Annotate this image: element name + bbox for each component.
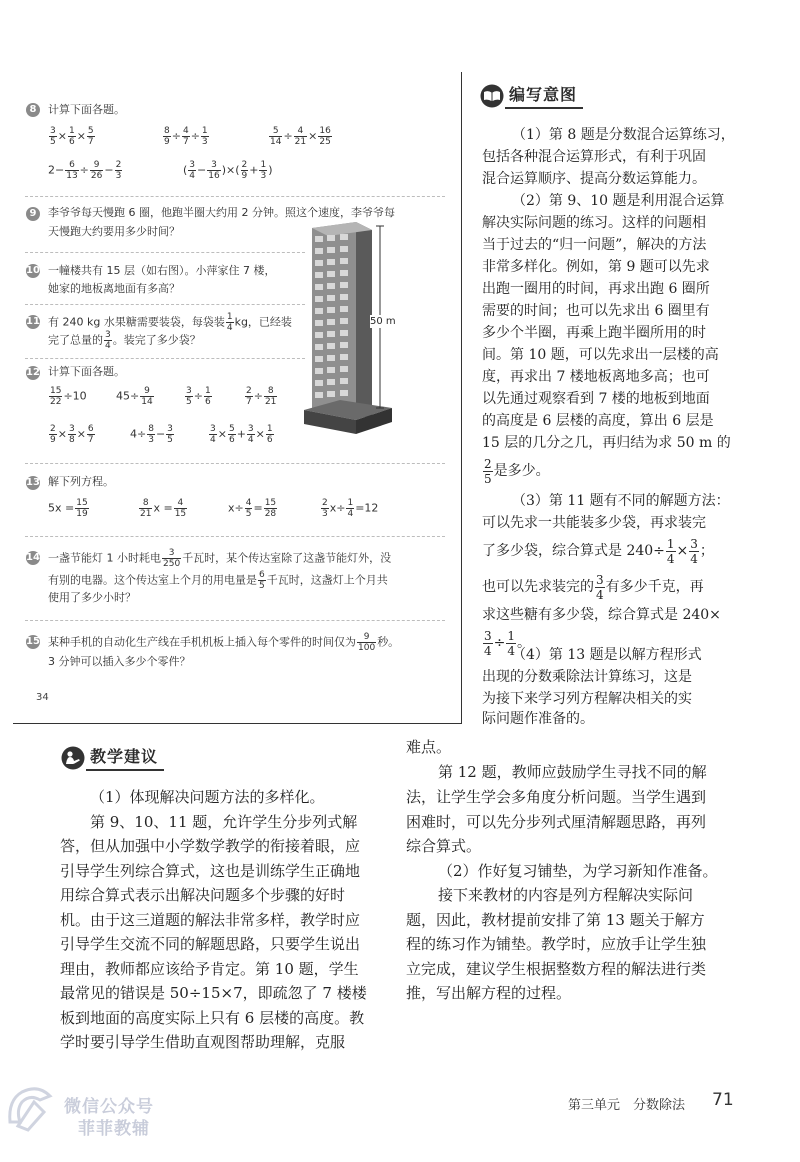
advice-left-line-9: 最常见的错误是 50÷15×7，即疏忽了 7 楼楼 bbox=[60, 984, 367, 1002]
question-14-line-2: 有别的电器。这个传达室上个月的用电量是 $\frac{6}{5}$ 千瓦时，这盏灯上个月共 bbox=[48, 570, 388, 591]
intent-p2-line-6: 需要的时间；也可以先求出 6 圈里有 bbox=[482, 303, 710, 319]
intent-p4-line-2: 出现的分数乘除法计算练习，这是 bbox=[482, 669, 692, 685]
advice-left-line-7: 引导学生交流不同的解题思路，只要学生说出 bbox=[60, 935, 361, 953]
divider bbox=[25, 358, 305, 359]
advice-right-line-3: 法，让学生学会多角度分析问题。当学生遇到 bbox=[406, 788, 707, 806]
intent-p2-line-9: 度，再求出 7 楼地板离地多高；也可 bbox=[482, 369, 710, 385]
intent-p2-line-7: 多少个半圈，再乘上跑半圈所用的时 bbox=[482, 325, 706, 341]
question-9-line-1: 李爷爷每天慢跑 6 圈，他跑半圈大约用 2 分钟。照这个速度，李爷爷每 bbox=[48, 206, 395, 219]
question-12-text: 计算下面各题。 bbox=[48, 365, 125, 378]
teaching-advice-title: 教学建议 bbox=[86, 744, 164, 771]
question-8-text: 计算下面各题。 bbox=[48, 103, 125, 116]
advice-right-line-1: 难点。 bbox=[406, 738, 452, 756]
divider bbox=[25, 252, 305, 253]
q8-expression-3: $\frac{5}{14}$ ÷ $\frac{4}{21}$ × $\frac{16}{25}$ bbox=[270, 126, 331, 147]
intent-p1-line-3: 混合运算顺序、提高分数运算能力。 bbox=[482, 171, 706, 187]
advice-left-line-11: 学时要引导学生借助直观图帮助理解，克服 bbox=[60, 1033, 346, 1051]
question-13-text: 解下列方程。 bbox=[48, 475, 114, 488]
intent-p2-line-12: 15 层的几分之几，再归结为求 50 m 的 bbox=[482, 435, 731, 451]
advice-left-line-3: 答，但从加强中小学数学教学的衔接着眼，应 bbox=[60, 837, 361, 855]
watermark-line-2: 菲菲教辅 bbox=[78, 1119, 150, 1139]
question-number-12: 12 bbox=[26, 367, 40, 378]
watermark-logo-icon bbox=[4, 1082, 56, 1134]
intent-p3-line-3: 了多少袋，综合算式是 240÷ $\frac{1}{4}$ × $\frac{3}{4}$ ； bbox=[482, 536, 714, 566]
advice-left-line-10: 板到地面的高度实际上只有 6 层楼的高度。教 bbox=[60, 1009, 365, 1027]
q12-expression-3: $\frac{3}{5}$ ÷ $\frac{1}{6}$ bbox=[186, 386, 211, 407]
advice-right-line-2: 第 12 题，教师应鼓励学生寻找不同的解 bbox=[438, 763, 707, 781]
q12-expression-5: $\frac{2}{9}$ × $\frac{3}{8}$ × $\frac{6}{7}$ bbox=[50, 424, 94, 445]
advice-right-line-4: 困难时，可以先分步列式厘清解题思路，再列 bbox=[406, 813, 707, 831]
question-14-line-3: 使用了多少小时？ bbox=[48, 591, 136, 604]
question-15-line-1: 某种手机的自动化生产线在手机机板上插入每个零件的时间仅为 $\frac{9}{100}$ 秒。 bbox=[48, 632, 400, 653]
q12-expression-2: 45÷ $\frac{9}{14}$ bbox=[116, 386, 153, 407]
intent-p3-line-4: 也可以先求装完的 $\frac{3}{4}$ 有多少千克，再 bbox=[482, 572, 704, 602]
advice-left-line-1: （1）体现解决问题方法的多样化。 bbox=[90, 788, 325, 806]
intent-p2-line-11: 的高度是 6 层楼的高度，算出 6 层是 bbox=[482, 413, 714, 429]
watermark-line-1: 微信公众号 bbox=[64, 1097, 154, 1117]
intent-p2-end: $\frac{2}{5}$ 是多少。 bbox=[484, 456, 550, 486]
intent-p3-line-5: 求这些糖有多少袋，综合算式是 240× bbox=[482, 607, 721, 623]
question-number-13: 13 bbox=[26, 477, 40, 488]
q8-expression-2: $\frac{8}{9}$ ÷ $\frac{4}{7}$ ÷ $\frac{1}{3}$ bbox=[164, 126, 208, 147]
question-9-line-2: 天慢跑大约要用多少时间？ bbox=[48, 225, 180, 238]
question-number-8: 8 bbox=[26, 103, 40, 117]
open-book-icon bbox=[479, 84, 505, 108]
intent-p3-line-1: （3）第 11 题有不同的解题方法： bbox=[512, 493, 730, 509]
advice-right-line-8: 题，因此，教材提前安排了第 13 题关于解方 bbox=[406, 911, 705, 929]
textbook-page-number: 34 bbox=[36, 692, 49, 703]
divider bbox=[25, 620, 445, 621]
q12-expression-6: 4÷ $\frac{8}{3}$ − $\frac{3}{5}$ bbox=[130, 424, 173, 445]
advice-left-line-4: 引导学生列综合算式，这也是训练学生正确地 bbox=[60, 862, 361, 880]
intent-p3-line-2: 可以先求一共能装多少袋，再求装完 bbox=[482, 515, 706, 531]
advice-left-line-8: 理由，教师都应该给予肯定。第 10 题，学生 bbox=[60, 960, 359, 978]
intent-p2-line-5: 出跑一圈用的时间，再求出跑 6 圈所 bbox=[482, 281, 710, 297]
question-number-9: 9 bbox=[26, 207, 40, 221]
building-height-label: 50 m bbox=[370, 316, 396, 327]
intent-p2-line-2: 解决实际问题的练习。这样的问题相 bbox=[482, 215, 706, 231]
intent-p4-line-3: 为接下来学习列方程解决相关的实 bbox=[482, 691, 692, 707]
q12-expression-1: $\frac{15}{22}$ ÷10 bbox=[50, 386, 87, 407]
q13-equation-4: $\frac{2}{3}$ x÷ $\frac{1}{4}$ =12 bbox=[322, 498, 379, 519]
question-number-10: 10 bbox=[26, 265, 40, 276]
writing-intent-title: 编写意图 bbox=[505, 82, 583, 109]
intent-p2-line-8: 间。第 10 题，可以先求出一层楼的高 bbox=[482, 347, 719, 363]
q8-expression-1: $\frac{3}{5}$ × $\frac{1}{6}$ × $\frac{5}{7}$ bbox=[50, 126, 94, 147]
question-11-line-2: 完了总量的 $\frac{3}{4}$ 。装完了多少袋？ bbox=[48, 330, 201, 351]
advice-right-line-9: 程的练习作为铺垫。教学时，应放手让学生独 bbox=[406, 935, 707, 953]
q8-expression-5: ( $\frac{3}{4}$ − $\frac{3}{16}$ )×( $\frac{2}{9}$ + $\frac{1}{3}$ ) bbox=[183, 160, 273, 181]
intent-p2-line-3: 当于过去的“归一问题”，解决的方法 bbox=[482, 237, 707, 253]
advice-right-line-6: （2）作好复习铺垫，为学习新知作准备。 bbox=[438, 862, 718, 880]
advice-left-line-5: 用综合算式表示出解决问题多个步骤的好时 bbox=[60, 886, 346, 904]
intent-p1-line-1: （1）第 8 题是分数混合运算练习， bbox=[512, 127, 735, 143]
page-number: 71 bbox=[712, 1090, 734, 1110]
intent-p4-line-4: 际问题作准备的。 bbox=[482, 711, 594, 727]
advice-right-line-5: 综合算式。 bbox=[406, 837, 482, 855]
q12-expression-7: $\frac{3}{4}$ × $\frac{5}{6}$ + $\frac{3}{4}$ × $\frac{1}{6}$ bbox=[210, 424, 273, 445]
question-10-line-2: 她家的地板离地面有多高？ bbox=[48, 282, 180, 295]
intent-p2-line-1: （2）第 9、10 题是利用混合运算 bbox=[512, 193, 725, 209]
q13-equation-1: 5x = $\frac{15}{19}$ bbox=[48, 498, 88, 519]
intent-p3-line-6: $\frac{3}{4}$ ÷ $\frac{1}{4}$ 。 bbox=[484, 628, 532, 658]
advice-left-line-2: 第 9、10、11 题，允许学生分步列式解 bbox=[90, 813, 358, 831]
question-15-line-2: 3 分钟可以插入多少个零件？ bbox=[48, 655, 191, 668]
advice-left-line-6: 机。由于这三道题的解法非常多样，教学时应 bbox=[60, 911, 361, 929]
advice-right-line-7: 接下来教材的内容是列方程解决实际问 bbox=[438, 886, 694, 904]
divider bbox=[25, 536, 445, 537]
intent-p2-line-4: 非常多样化。例如，第 9 题可以先求 bbox=[482, 259, 710, 275]
q13-equation-3: x÷ $\frac{4}{5}$ = $\frac{15}{28}$ bbox=[228, 498, 277, 519]
divider bbox=[25, 196, 445, 197]
intent-p4-line-1: （4）第 13 题是以解方程形式 bbox=[512, 647, 702, 663]
question-number-11: 11 bbox=[26, 316, 40, 327]
advice-right-line-10: 立完成，建议学生根据整数方程的解法进行类 bbox=[406, 960, 707, 978]
q8-expression-4: 2− $\frac{6}{13}$ ÷ $\frac{9}{26}$ − $\frac{2}{3}$ bbox=[48, 160, 122, 181]
question-11-line-1: 有 240 kg 水果糖需要装袋，每袋装 $\frac{1}{4}$ kg，已经装 bbox=[48, 312, 292, 333]
teaching-advice-header bbox=[60, 744, 164, 771]
chapter-footer: 第三单元 分数除法 bbox=[568, 1098, 686, 1113]
divider bbox=[25, 304, 305, 305]
question-14-line-1: 一盏节能灯 1 小时耗电 $\frac{3}{250}$ 千瓦时，某个传达室除了这盏节能灯外，没 bbox=[48, 548, 392, 569]
writing-intent-header bbox=[479, 82, 583, 109]
intent-p1-line-2: 包括各种混合运算形式，有利于巩固 bbox=[482, 149, 706, 165]
q13-equation-2: $\frac{8}{21}$ x = $\frac{4}{15}$ bbox=[140, 498, 187, 519]
q12-expression-4: $\frac{2}{7}$ ÷ $\frac{8}{21}$ bbox=[246, 386, 277, 407]
apartment-building-illustration bbox=[300, 220, 412, 442]
advice-right-line-11: 推，写出解方程的过程。 bbox=[406, 984, 572, 1002]
question-10-line-1: 一幢楼共有 15 层（如右图）。小萍家住 7 楼， bbox=[48, 264, 276, 277]
intent-p2-line-10: 以先通过观察看到 7 楼的地板到地面 bbox=[482, 391, 710, 407]
question-number-15: 15 bbox=[26, 636, 40, 647]
teacher-podium-icon bbox=[60, 746, 86, 770]
divider bbox=[25, 463, 445, 464]
question-number-14: 14 bbox=[26, 552, 40, 563]
